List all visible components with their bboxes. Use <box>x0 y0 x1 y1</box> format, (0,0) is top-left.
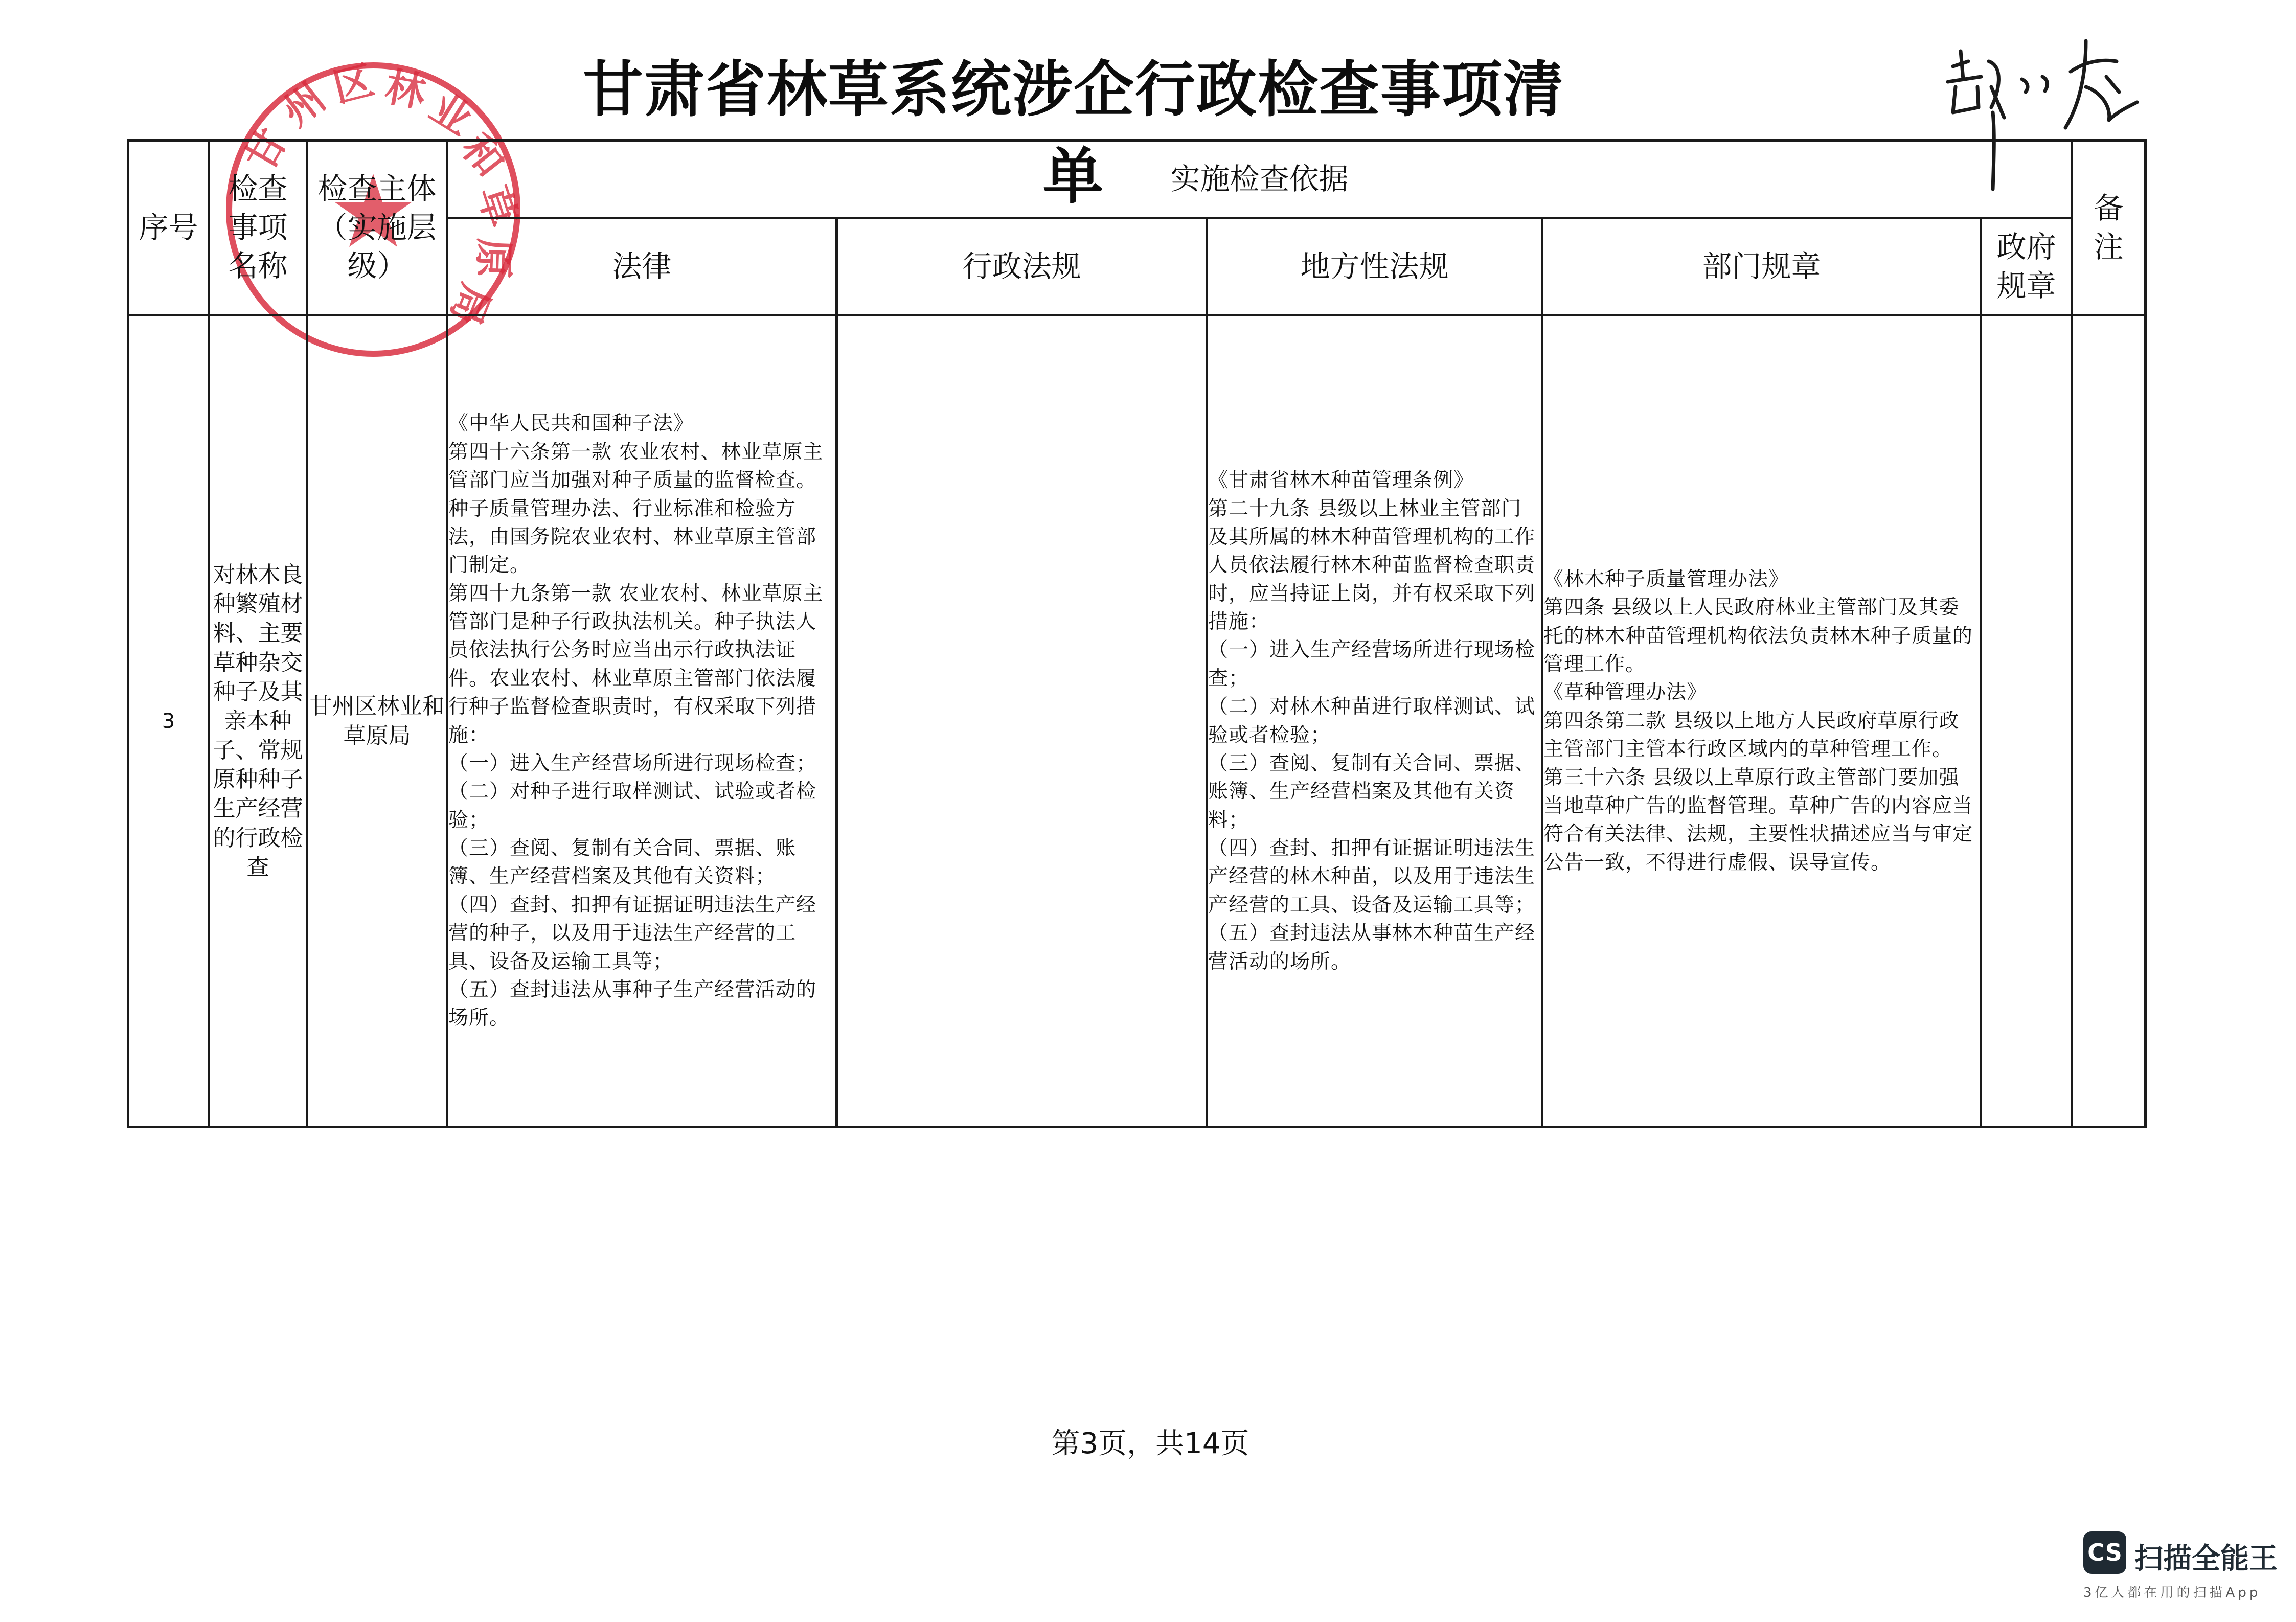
scanner-watermark <box>2083 1531 2278 1608</box>
header-gov-rule: 政府规章 <box>1981 218 2072 315</box>
header-dept-rule: 部门规章 <box>1542 218 1981 315</box>
document-title: 甘肃省林草系统涉企行政检查事项清单 <box>582 54 1564 212</box>
page-footer: 第3页，共14页 <box>1051 1427 1249 1460</box>
row-gov-rule <box>1981 315 2072 1127</box>
header-item-name: 检查事项名称 <box>209 141 307 315</box>
row-item-name: 对林木良种繁殖材料、主要草种杂交种子及其亲本种子、常规原种种子生产经营的行政检查 <box>209 315 307 1127</box>
svg-text:林: 林 <box>381 64 429 117</box>
header-remark: 备注 <box>2072 141 2146 315</box>
svg-text:州: 州 <box>274 75 334 135</box>
svg-text:局: 局 <box>441 277 499 332</box>
header-subject: 检查主体（实施层级） <box>307 141 447 315</box>
watermark-tagline: 3亿人都在用的扫描App <box>2083 1585 2261 1601</box>
header-law: 法律 <box>447 218 837 315</box>
svg-text:原: 原 <box>469 237 517 279</box>
svg-text:业: 业 <box>421 84 480 145</box>
table-row <box>128 315 2146 1127</box>
header-local-reg: 地方性法规 <box>1207 218 1542 315</box>
row-dept-rule: 《林木种子质量管理办法》 第四条 县级以上人民政府林业主管部门及其委托的林木种苗管理机构依法负责林木种子质量的管理工作。 《草种管理办法》 第四条第二款 县级以上地方人民政府草原行政主管部门主管本行政区域内的草种管理工作。 第三十六条 县级以上草原行政主管部门要加强当地草种广告的监督管理。草种广告的内容应当符合有关法律、法规，主要性状描述应当与审定公告一致，不得进行虚假、误导宣传。 <box>1542 315 1981 1127</box>
watermark-name: 扫描全能王 <box>2134 1542 2278 1575</box>
cs-logo-icon: CS <box>2083 1531 2126 1574</box>
row-subject: 甘州区林业和草原局 <box>307 315 447 1127</box>
header-basis: 实施检查依据 <box>447 141 2072 218</box>
inspection-table <box>127 139 2147 1128</box>
svg-text:甘: 甘 <box>237 121 297 179</box>
svg-text:草: 草 <box>468 180 525 233</box>
row-remark <box>2072 315 2146 1127</box>
row-admin-reg <box>837 315 1207 1127</box>
header-admin-reg: 行政法规 <box>837 218 1207 315</box>
svg-text:和: 和 <box>452 126 513 186</box>
row-local-reg: 《甘肃省林木种苗管理条例》 第二十九条 县级以上林业主管部门及其所属的林木种苗管理机构的工作人员依法履行林木种苗监督检查职责时，应当持证上岗，并有权采取下列措施： （一）进入生产经营场所进行现场检查； （二）对林木种苗进行取样测试、试验或者检验； （三）查阅、复制有关合同、票据、账簿、生产经营档案及其他有关资料； （四）查封、扣押有证据证明违法生产经营的林木种苗，以及用于违法生产经营的工具、设备及运输工具等； （五）查封违法从事林木种苗生产经营活动的场所。 <box>1207 315 1542 1127</box>
row-seq: 3 <box>128 315 209 1127</box>
svg-text:区: 区 <box>328 57 379 112</box>
header-seq: 序号 <box>128 141 209 315</box>
row-law: 《中华人民共和国种子法》 第四十六条第一款 农业农村、林业草原主管部门应当加强对种子质量的监督检查。种子质量管理办法、行业标准和检验方法，由国务院农业农村、林业草原主管部门制定。 第四十九条第一款 农业农村、林业草原主管部门是种子行政执法机关。种子执法人员依法执行公务时应当出示行政执法证件。农业农村、林业草原主管部门依法履行种子监督检查职责时，有权采取下列措施： （一）进入生产经营场所进行现场检查； （二）对种子进行取样测试、试验或者检验； （三）查阅、复制有关合同、票据、账簿、生产经营档案及其他有关资料； （四）查封、扣押有证据证明违法生产经营的种子，以及用于违法生产经营的工具、设备及运输工具等； （五）查封违法从事种子生产经营活动的场所。 <box>447 315 837 1127</box>
